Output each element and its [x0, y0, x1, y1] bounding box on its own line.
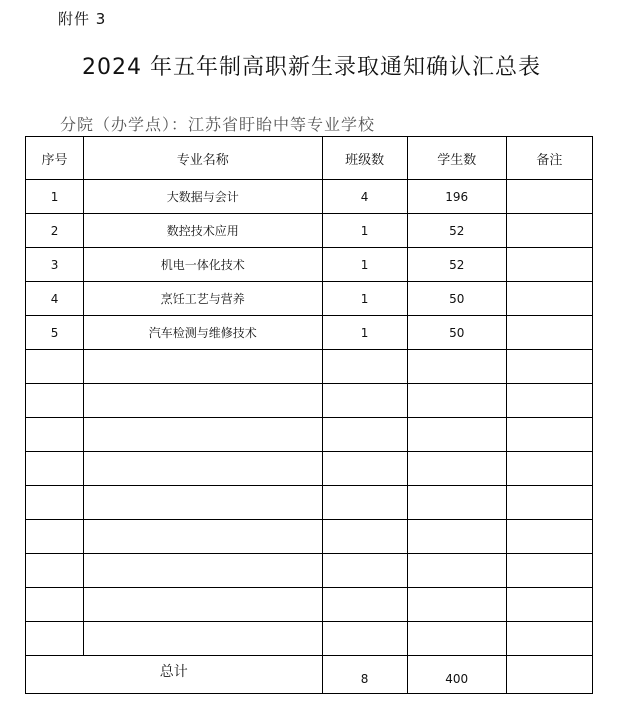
- empty-cell: [322, 384, 407, 418]
- cell-students: 196: [407, 180, 506, 214]
- empty-row: [26, 554, 593, 588]
- empty-cell: [506, 418, 592, 452]
- attachment-label: 附件 3: [58, 10, 107, 28]
- empty-cell: [26, 452, 84, 486]
- empty-cell: [506, 486, 592, 520]
- empty-row: [26, 622, 593, 656]
- cell-major: 汽车检测与维修技术: [84, 316, 322, 350]
- empty-cell: [407, 452, 506, 486]
- empty-cell: [506, 452, 592, 486]
- empty-cell: [84, 622, 322, 656]
- empty-cell: [84, 520, 322, 554]
- total-students: 400: [445, 671, 469, 686]
- cell-no: 3: [26, 248, 84, 282]
- empty-row: [26, 452, 593, 486]
- table-header-row: [26, 137, 593, 180]
- empty-cell: [322, 554, 407, 588]
- empty-cell: [506, 554, 592, 588]
- column-header-no: 序号: [26, 137, 84, 180]
- empty-cell: [322, 486, 407, 520]
- empty-row: [26, 520, 593, 554]
- empty-row: [26, 350, 593, 384]
- cell-classes: 1: [322, 316, 407, 350]
- empty-cell: [26, 622, 84, 656]
- cell-classes: 1: [322, 248, 407, 282]
- cell-major: 数控技术应用: [84, 214, 322, 248]
- cell-no: 4: [26, 282, 84, 316]
- cell-no: 2: [26, 214, 84, 248]
- cell-students: 52: [407, 214, 506, 248]
- table-row: [26, 180, 593, 214]
- empty-cell: [407, 588, 506, 622]
- cell-major: 大数据与会计: [84, 180, 322, 214]
- empty-cell: [26, 554, 84, 588]
- cell-students: 50: [407, 282, 506, 316]
- cell-note: [506, 316, 592, 350]
- empty-row: [26, 418, 593, 452]
- total-note: [506, 656, 592, 694]
- table-row: [26, 214, 593, 248]
- empty-cell: [84, 554, 322, 588]
- total-label: 总计: [159, 663, 188, 680]
- empty-cell: [84, 350, 322, 384]
- empty-cell: [407, 520, 506, 554]
- column-header-classes: 班级数: [322, 137, 407, 180]
- cell-note: [506, 214, 592, 248]
- empty-cell: [407, 486, 506, 520]
- empty-cell: [84, 418, 322, 452]
- empty-cell: [506, 384, 592, 418]
- empty-cell: [26, 384, 84, 418]
- empty-cell: [84, 384, 322, 418]
- column-header-note: 备注: [506, 137, 592, 180]
- cell-classes: 4: [322, 180, 407, 214]
- empty-row: [26, 384, 593, 418]
- empty-cell: [322, 588, 407, 622]
- empty-cell: [322, 350, 407, 384]
- cell-major: 烹饪工艺与营养: [84, 282, 322, 316]
- empty-row: [26, 588, 593, 622]
- column-header-major: 专业名称: [84, 137, 322, 180]
- empty-cell: [84, 486, 322, 520]
- empty-cell: [506, 520, 592, 554]
- page-title: 2024 年五年制高职新生录取通知确认汇总表: [82, 55, 541, 80]
- empty-cell: [322, 520, 407, 554]
- empty-cell: [322, 452, 407, 486]
- cell-classes: 1: [322, 282, 407, 316]
- empty-cell: [506, 622, 592, 656]
- cell-students: 52: [407, 248, 506, 282]
- empty-row: [26, 486, 593, 520]
- table-row: [26, 282, 593, 316]
- cell-note: [506, 282, 592, 316]
- empty-cell: [26, 350, 84, 384]
- empty-cell: [506, 588, 592, 622]
- cell-classes: 1: [322, 214, 407, 248]
- total-classes-cell: [322, 656, 407, 694]
- empty-cell: [407, 554, 506, 588]
- empty-cell: [26, 588, 84, 622]
- summary-table: [25, 136, 593, 694]
- cell-no: 5: [26, 316, 84, 350]
- empty-cell: [84, 588, 322, 622]
- cell-no: 1: [26, 180, 84, 214]
- empty-cell: [506, 350, 592, 384]
- empty-cell: [322, 418, 407, 452]
- empty-cell: [322, 622, 407, 656]
- cell-students: 50: [407, 316, 506, 350]
- empty-cell: [26, 418, 84, 452]
- empty-cell: [407, 418, 506, 452]
- total-classes: 8: [360, 671, 369, 686]
- total-students-cell: [407, 656, 506, 694]
- table-row: [26, 316, 593, 350]
- cell-major: 机电一体化技术: [84, 248, 322, 282]
- total-row: [26, 656, 593, 694]
- empty-cell: [26, 520, 84, 554]
- empty-cell: [26, 486, 84, 520]
- table-row: [26, 248, 593, 282]
- cell-note: [506, 248, 592, 282]
- branch-subtitle: 分院（办学点）：江苏省盱眙中等专业学校: [60, 115, 376, 134]
- empty-cell: [84, 452, 322, 486]
- total-label-cell: [26, 656, 323, 694]
- empty-cell: [407, 622, 506, 656]
- empty-cell: [407, 384, 506, 418]
- column-header-students: 学生数: [407, 137, 506, 180]
- cell-note: [506, 180, 592, 214]
- empty-cell: [407, 350, 506, 384]
